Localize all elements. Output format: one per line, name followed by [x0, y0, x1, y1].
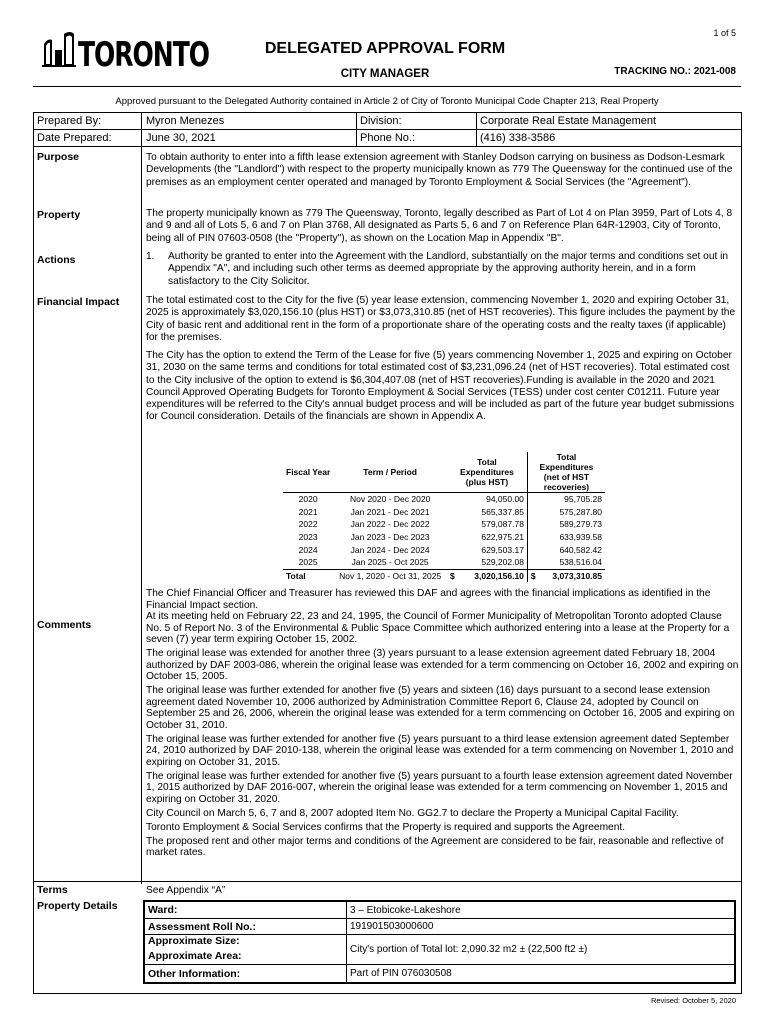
top-rule	[33, 86, 741, 87]
roll-value: 191901503000600	[347, 919, 735, 935]
form-title: DELEGATED APPROVAL FORM	[264, 40, 506, 57]
purpose-text: To obtain authority to enter into a fifth lease extension agreement with Stanley Dodson carrying on business as Dodson-Lesmark Developments (the "Landlord") with respect to the property municipally known as 779 The Queensway for the continued use of the premises as an employment center operated and managed by Toronto Employment & Social Services (the "Agreement").	[146, 152, 733, 188]
area-value: City's portion of Total lot: 2,090.32 m2 ± (22,500 ft2 ±)	[347, 935, 735, 965]
terms-text: See Appendix “A”	[146, 885, 226, 896]
label-column-divider	[141, 112, 142, 884]
property-details-label: Property Details	[37, 900, 118, 912]
fiscal-year-header: Fiscal Year	[283, 452, 333, 493]
financial-paragraph-3: The Chief Financial Officer and Treasurer has reviewed this DAF and agrees with the financial implications as identified in the Financial Impact section.	[146, 588, 711, 611]
authority-statement: Approved pursuant to the Delegated Authority contained in Article 2 of City of Toronto Municipal Code Chapter 213, Real Property	[115, 96, 659, 107]
financial-row	[283, 518, 605, 531]
ward-value: 3 – Etobicoke-Lakeshore	[347, 902, 735, 919]
fiscal-year-cell: 2025	[283, 556, 333, 569]
financial-table	[283, 452, 605, 584]
prepared-by-value: Myron Menezes	[146, 115, 225, 127]
phone-label: Phone No.:	[360, 132, 416, 144]
terms-top-line	[33, 881, 741, 882]
fiscal-year-cell: 2023	[298, 532, 318, 543]
action-text: Authority be granted to enter into the Agreement with the Landlord, substantially on the major terms and conditions set out in Appendix "A", and including such other terms as deemed appropriate by the approving authority herein, and in a form satisfactory to the City Solicitor.	[168, 251, 729, 287]
financial-row	[283, 543, 605, 556]
other-row	[145, 965, 735, 983]
comment-paragraph: At its meeting held on February 22, 23 and 24, 1995, the Council of Former Municipality of Metropolitan Toronto adopted Clause No. 5 of Report No. 3 of the Environmental & Public Space Committee which authorized entering into a lease at the Property for a seven (7) year term expiring October 15, 2002.	[146, 611, 730, 645]
financial-paragraph-1: The total estimated cost to the City for the five (5) year lease extension, commencing November 1, 2020 and expiring October 31, 2025 is approximately $3,020,156.10 (plus HST) or $3,073,310.85 (net of HST recoveries). This figure includes the payment by the City of basic rent and additional rent in the form of a proportionate share of the operating costs and the realty taxes (if applicable) for the premises.	[146, 295, 736, 343]
term-cell: Nov 2020 - Dec 2020	[349, 494, 431, 505]
property-details-table	[143, 900, 736, 984]
ward-row	[145, 902, 735, 919]
term-cell: Jan 2021 - Dec 2021	[350, 506, 430, 517]
term-cell: Jan 2022 - Dec 2022	[350, 519, 430, 530]
roll-label: Assessment Roll No.:	[145, 919, 347, 935]
dollar-sign: $	[530, 570, 536, 581]
fiscal-year-cell: 2020	[298, 494, 318, 505]
financial-row	[283, 493, 605, 506]
comment-paragraph: City Council on March 5, 6, 7 and 8, 2007 adopted Item No. GG2.7 to declare the Property a Municipal Capital Facility.	[146, 807, 679, 819]
date-prepared-value: June 30, 2021	[146, 132, 216, 144]
logo-wordmark: TORONTO	[78, 35, 210, 75]
net-hst-cell: 95,705.28	[527, 493, 605, 506]
net-hst-cell: 640,582.42	[527, 543, 605, 556]
date-prepared-label: Date Prepared:	[37, 132, 112, 144]
plus-hst-cell: 529,202.08	[447, 556, 527, 569]
net-hst-cell: 538,516.04	[527, 556, 605, 569]
purpose-label: Purpose	[37, 151, 80, 163]
ward-label: Ward:	[145, 902, 347, 919]
roll-row	[145, 919, 735, 935]
terms-label: Terms	[37, 884, 68, 896]
comment-paragraph: The original lease was further extended for another five (5) years pursuant to a fourth lease extension agreement dated November 1, 2015 authorized by DAF 2016-007, wherein the original lease was extended for a term commencing on November 1, 2015 and expiring on October 31, 2020.	[146, 770, 733, 805]
term-cell: Jan 2024 - Dec 2024	[350, 544, 430, 555]
form-subtitle: CITY MANAGER	[340, 68, 430, 80]
prepared-by-label: Prepared By:	[37, 115, 102, 127]
size-row	[145, 935, 735, 948]
comment-paragraph: The original lease was further extended for another five (5) years and sixteen (16) days pursuant to a second lease extension agreement dated November 10, 2006 authorized by Administration Committee Report 6, Clause 24, adopted by Council on September 25 and 26, 2006, wherein the original lease was extended for a term commencing on October 16, 2005 and expiring on October 31, 2010.	[146, 685, 735, 731]
comment-paragraph: The original lease was extended for another three (3) years pursuant to a lease extension agreement dated February 18, 2004 authorized by DAF 2003-086, wherein the original lease was extended for a term commencing on October 16, 2002 and expiring on October 15, 2005.	[146, 648, 739, 682]
header-bottom-line	[33, 146, 741, 147]
total-term: Nov 1, 2020 - Oct 31, 2025	[339, 570, 442, 581]
comment-paragraph: Toronto Employment & Social Services confirms that the Property is required and supports the Agreement.	[146, 821, 626, 833]
comment-paragraph: The proposed rent and other major terms and conditions of the Agreement are considered to be fair, reasonable and reflective of market rates.	[146, 835, 724, 858]
tracking-number: TRACKING NO.: 2021-008	[614, 66, 736, 77]
term-cell: Jan 2023 - Dec 2023	[350, 532, 430, 543]
fiscal-year-cell: 2022	[298, 519, 318, 530]
plus-hst-cell: 565,337.85	[481, 506, 524, 517]
area-label: Approximate Area:	[145, 947, 347, 965]
total-plus-value: 3,020,156.10	[474, 570, 524, 581]
net-hst-cell: 589,279.73	[527, 518, 605, 531]
total-net-value: 3,073,310.85	[552, 570, 602, 581]
actions-label: Actions	[37, 254, 76, 266]
financial-row	[283, 556, 605, 569]
size-label: Approximate Size:	[145, 935, 347, 948]
property-text: The property municipally known as 779 The Queensway, Toronto, legally described as Part of Lot 4 on Plan 3959, Part of Lots 4, 8 and 9 and all of Lots 5, 6 and 7 on Plan 3768, All designated as Parts 5, 6 and 7 on Reference Plan 64R-12903, City of Toronto, being all of PIN 07603-0508 (the "Property"), as shown on the Location Map in Appendix "B".	[146, 208, 733, 244]
division-value: Corporate Real Estate Management	[480, 115, 657, 127]
plus-hst-cell: 622,975.21	[481, 532, 524, 543]
phone-value: (416) 338-3586	[480, 132, 556, 144]
net-hst-header: Total Expenditures (net of HST recoveries)	[527, 452, 605, 493]
property-label: Property	[37, 209, 81, 221]
net-hst-cell: 575,287.80	[527, 506, 605, 519]
financial-row	[283, 531, 605, 544]
fiscal-year-cell: 2024	[298, 544, 318, 555]
financial-impact-label: Financial Impact	[37, 296, 120, 308]
fiscal-year-cell: 2021	[298, 506, 318, 517]
header-row-line	[33, 129, 741, 130]
revised-date: Revised: October 5, 2020	[650, 996, 736, 1005]
total-label: Total	[286, 570, 306, 581]
dollar-sign: $	[450, 570, 455, 581]
division-label: Division:	[360, 115, 402, 127]
comment-paragraph: The original lease was further extended for another five (5) years pursuant to a third lease extension agreement dated September 24, 2010 authorized by DAF 2010-138, wherein the original lease was extended for a term commencing on November 1, 2010 and expiring on October 31, 2015.	[146, 733, 734, 768]
comments-label: Comments	[37, 619, 92, 631]
comments-text	[146, 611, 740, 861]
page-number: 1 of 5	[713, 28, 736, 38]
financial-row	[283, 506, 605, 519]
other-value: Part of PIN 076030508	[347, 965, 735, 983]
other-label: Other Information:	[145, 965, 347, 983]
plus-hst-header: Total Expenditures (plus HST)	[447, 452, 527, 493]
net-hst-cell: 633,939.58	[527, 531, 605, 544]
total-plus-hst	[447, 569, 527, 582]
plus-hst-cell: 579,087.78	[481, 519, 524, 530]
financial-paragraph-2: The City has the option to extend the Term of the Lease for five (5) years commencing November 1, 2025 and expiring on October 31, 2030 on the same terms and conditions for total estimated cost of $3,231,096.24 (net of HST recoveries). Total estimated cost to the City inclusive of the option to extend is $6,304,407.08 (net of HST recoveries).Funding is available in the 2020 and 2021 Council Approved Operating Budgets for Toronto Employment & Social Services (TESS) under cost center C01211. Future year expenditures will be referred to the City's annual budget process and will be included as part of the future year budget submissions for Council consideration. Details of the financials are shown in Appendix A.	[146, 350, 735, 423]
action-number: 1.	[146, 251, 155, 262]
term-header: Term / Period	[333, 452, 447, 493]
plus-hst-cell: 94,050.00	[486, 494, 524, 505]
term-cell: Jan 2025 - Oct 2025	[333, 556, 447, 569]
total-net-hst	[527, 569, 605, 582]
plus-hst-cell: 629,503.17	[481, 544, 524, 555]
